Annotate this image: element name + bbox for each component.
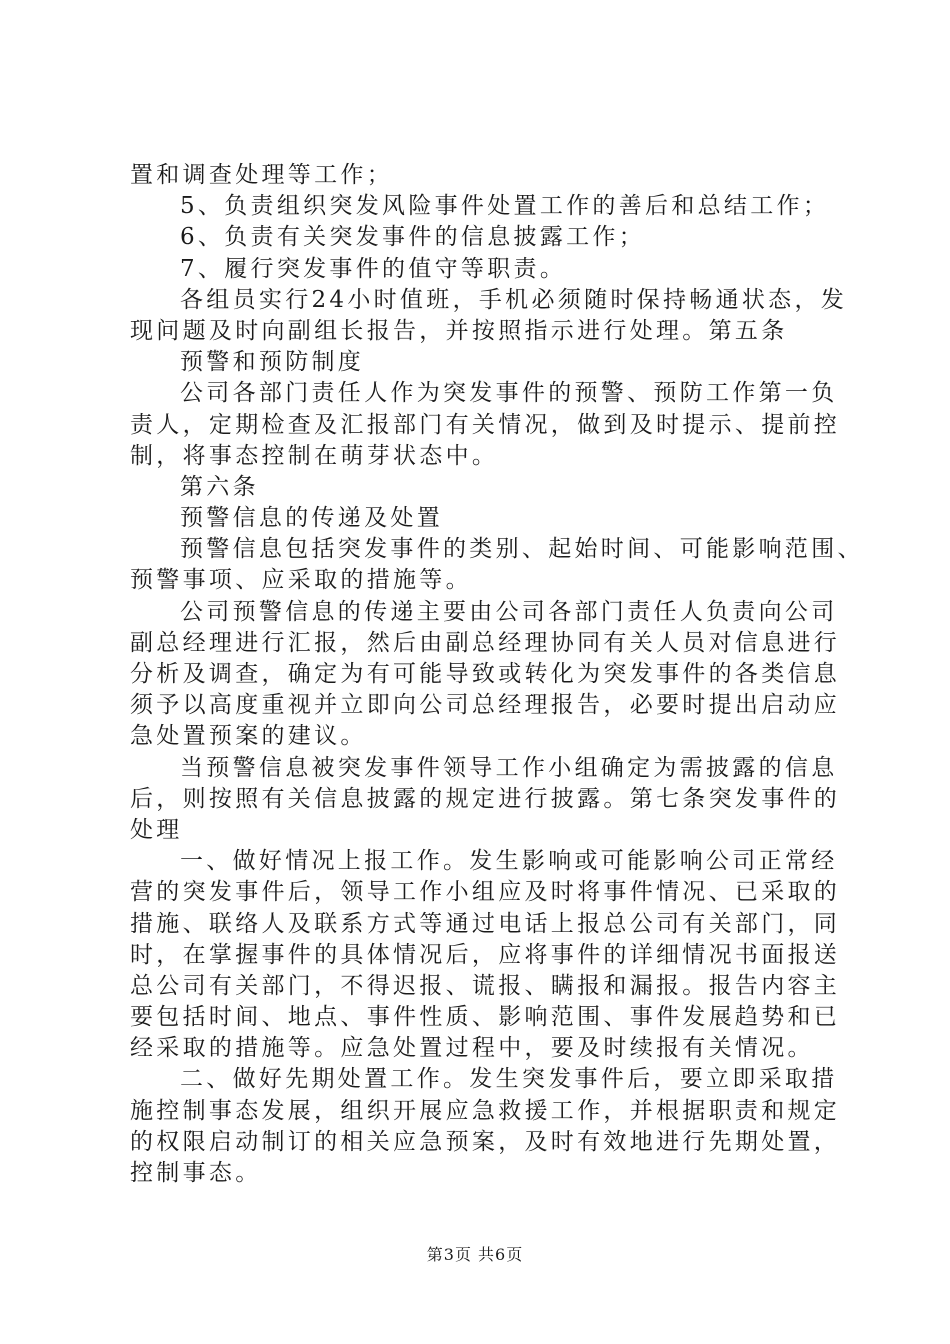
text-line: 预警信息包括突发事件的类别、起始时间、可能影响范围、 xyxy=(180,536,864,563)
document-body xyxy=(130,160,864,1189)
text-line: 二、做好先期处置工作。发生突发事件后，要立即采取措 xyxy=(180,1066,838,1093)
text-line: 分析及调查，确定为有可能导致或转化为突发事件的各类信息 xyxy=(130,661,841,687)
text-line: 时，在掌握事件的具体情况后，应将事件的详细情况书面报送 xyxy=(130,941,841,968)
text-line: 5、负责组织突发风险事件处置工作的善后和总结工作； xyxy=(180,193,830,220)
text-line: 置和调查处理等工作； xyxy=(130,162,393,188)
text-line: 施控制事态发展，组织开展应急救援工作，并根据职责和规定 xyxy=(130,1097,841,1124)
page-number-footer: 第3页 共6页 xyxy=(426,1245,524,1264)
text-line: 急处置预案的建议。 xyxy=(130,723,367,750)
text-line: 各组员实行24小时值班，手机必须随时保持畅通状态，发 xyxy=(180,286,848,313)
text-line: 预警事项、应采取的措施等。 xyxy=(130,567,472,594)
text-line: 营的突发事件后，领导工作小组应及时将事件情况、已采取的 xyxy=(130,879,841,906)
text-line: 预警和预防制度 xyxy=(180,349,365,376)
text-line: 经采取的措施等。应急处置过程中，要及时续报有关情况。 xyxy=(130,1035,814,1062)
text-line: 制，将事态控制在萌芽状态中。 xyxy=(130,442,499,469)
text-line: 第六条 xyxy=(180,473,259,500)
text-line: 责人，定期检查及汇报部门有关情况，做到及时提示、提前控 xyxy=(130,411,841,438)
text-line: 总公司有关部门，不得迟报、谎报、瞒报和漏报。报告内容主 xyxy=(130,972,841,999)
text-line: 副总经理进行汇报，然后由副总经理协同有关人员对信息进行 xyxy=(130,629,841,656)
text-line: 须予以高度重视并立即向公司总经理报告，必要时提出启动应 xyxy=(130,692,841,719)
text-line: 6、负责有关突发事件的信息披露工作； xyxy=(180,224,646,251)
text-line: 现问题及时向副组长报告，并按照指示进行处理。第五条 xyxy=(130,317,788,344)
text-line: 公司预警信息的传递主要由公司各部门责任人负责向公司 xyxy=(180,598,838,625)
text-line: 要包括时间、地点、事件性质、影响范围、事件发展趋势和已 xyxy=(130,1004,841,1031)
text-line: 控制事态。 xyxy=(130,1160,262,1186)
text-line: 的权限启动制订的相关应急预案，及时有效地进行先期处置， xyxy=(130,1128,841,1155)
text-line: 当预警信息被突发事件领导工作小组确定为需披露的信息 xyxy=(180,754,838,781)
text-line: 处理 xyxy=(130,816,183,843)
text-line: 公司各部门责任人作为突发事件的预警、预防工作第一负 xyxy=(180,380,838,407)
text-line: 预警信息的传递及处置 xyxy=(180,505,443,532)
text-line: 后，则按照有关信息披露的规定进行披露。第七条突发事件的 xyxy=(130,785,841,812)
text-line: 7、履行突发事件的值守等职责。 xyxy=(180,255,567,282)
text-line: 措施、联络人及联系方式等通过电话上报总公司有关部门，同 xyxy=(130,910,841,937)
text-line: 一、做好情况上报工作。发生影响或可能影响公司正常经 xyxy=(180,848,838,875)
